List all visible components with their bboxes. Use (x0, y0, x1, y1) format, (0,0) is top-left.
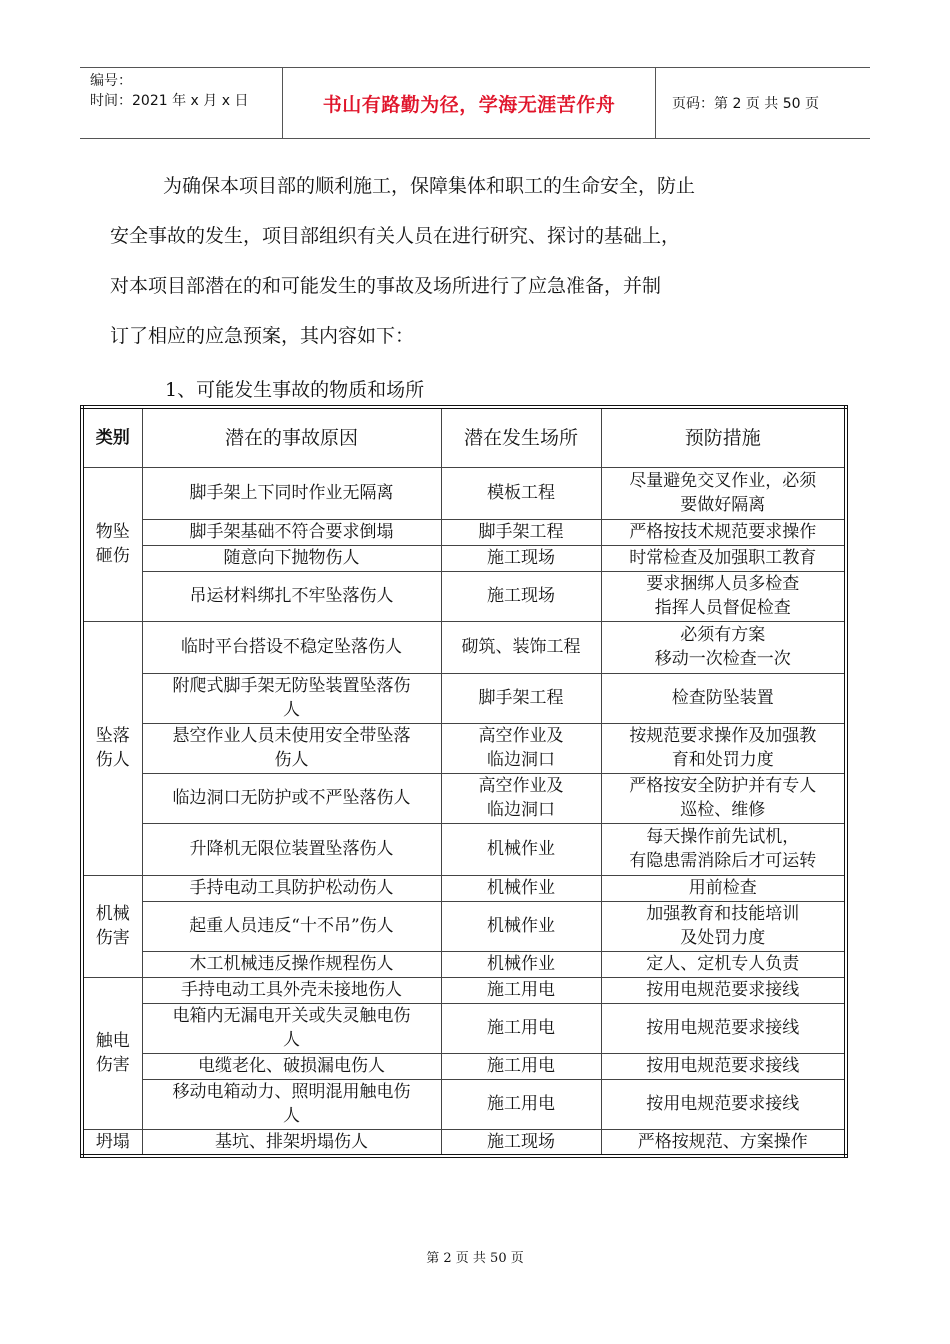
header-page-info (664, 68, 870, 138)
place-cell: 机械作业 (441, 951, 601, 977)
measure-cell: 严格按规范、方案操作 (601, 1129, 846, 1156)
accident-table-wrap (80, 405, 848, 1158)
category-cell: 坠落 伤人 (82, 621, 142, 875)
header-category: 类别 (82, 407, 142, 467)
header-cause: 潜在的事故原因 (142, 407, 441, 467)
header-place: 潜在发生场所 (441, 407, 601, 467)
cause-cell: 脚手架上下同时作业无隔离 (142, 467, 441, 519)
table-row (82, 467, 846, 519)
page-footer: 第 2 页 共 50 页 (426, 1251, 524, 1266)
measure-cell: 按规范要求操作及加强教 育和处罚力度 (601, 723, 846, 773)
cause-cell: 电缆老化、破损漏电伤人 (142, 1053, 441, 1079)
measure-cell: 时常检查及加强职工教育 (601, 545, 846, 571)
cause-cell: 手持电动工具外壳未接地伤人 (142, 977, 441, 1003)
place-cell: 模板工程 (441, 467, 601, 519)
place-cell: 施工用电 (441, 1053, 601, 1079)
table-body (82, 467, 846, 1156)
measure-cell: 按用电规范要求接线 (601, 1053, 846, 1079)
place-cell: 施工现场 (441, 1129, 601, 1156)
table-row (82, 519, 846, 545)
measure-cell: 严格按技术规范要求操作 (601, 519, 846, 545)
table-row (82, 673, 846, 723)
category-cell: 触电 伤害 (82, 977, 142, 1129)
cause-cell: 基坑、排架坍塌伤人 (142, 1129, 441, 1156)
intro-line-3: 对本项目部潜在的和可能发生的事故及场所进行了应急准备，并制 (110, 275, 662, 297)
measure-cell: 要求捆绑人员多检查 指挥人员督促检查 (601, 571, 846, 621)
cause-cell: 吊运材料绑扎不牢坠落伤人 (142, 571, 441, 621)
cause-cell: 脚手架基础不符合要求倒塌 (142, 519, 441, 545)
measure-cell: 按用电规范要求接线 (601, 1079, 846, 1129)
place-cell: 施工现场 (441, 545, 601, 571)
accident-table (80, 405, 848, 1158)
section-title: 1、可能发生事故的物质和场所 (165, 379, 425, 401)
date-label: 时间：2021 年 x 月 x 日 (90, 93, 249, 109)
page-header (80, 67, 870, 139)
cause-cell: 手持电动工具防护松动伤人 (142, 875, 441, 901)
table-row (82, 1129, 846, 1156)
place-cell: 脚手架工程 (441, 519, 601, 545)
table-row (82, 723, 846, 773)
measure-cell: 加强教育和技能培训 及处罚力度 (601, 901, 846, 951)
intro-line-4: 订了相应的应急预案，其内容如下： (110, 325, 415, 347)
measure-cell: 尽量避免交叉作业，必须 要做好隔离 (601, 467, 846, 519)
table-row (82, 1079, 846, 1129)
table-row (82, 1053, 846, 1079)
intro-line-2: 安全事故的发生，项目部组织有关人员在进行研究、探讨的基础上， (110, 225, 681, 247)
header-motto: 书山有路勤为径，学海无涯苦作舟 (282, 68, 656, 138)
place-cell: 高空作业及 临边洞口 (441, 723, 601, 773)
place-cell: 施工现场 (441, 571, 601, 621)
table-row (82, 951, 846, 977)
cause-cell: 起重人员违反“十不吊”伤人 (142, 901, 441, 951)
measure-cell: 用前检查 (601, 875, 846, 901)
cause-cell: 升降机无限位装置坠落伤人 (142, 823, 441, 875)
cause-cell: 随意向下抛物伤人 (142, 545, 441, 571)
header-measure: 预防措施 (601, 407, 846, 467)
place-cell: 高空作业及 临边洞口 (441, 773, 601, 823)
cause-cell: 悬空作业人员未使用安全带坠落 伤人 (142, 723, 441, 773)
cause-cell: 移动电箱动力、照明混用触电伤 人 (142, 1079, 441, 1129)
table-row (82, 621, 846, 673)
measure-cell: 每天操作前先试机， 有隐患需消除后才可运转 (601, 823, 846, 875)
table-row (82, 875, 846, 901)
place-cell: 砌筑、装饰工程 (441, 621, 601, 673)
measure-cell: 按用电规范要求接线 (601, 977, 846, 1003)
page-info-text: 页码：第 2 页 共 50 页 (672, 96, 819, 112)
category-cell: 机械 伤害 (82, 875, 142, 977)
table-row (82, 545, 846, 571)
measure-cell: 检查防坠装置 (601, 673, 846, 723)
category-cell: 坍塌 (82, 1129, 142, 1156)
place-cell: 施工用电 (441, 1003, 601, 1053)
number-label: 编号： (90, 73, 132, 89)
place-cell: 机械作业 (441, 875, 601, 901)
place-cell: 施工用电 (441, 1079, 601, 1129)
header-meta (80, 68, 282, 138)
place-cell: 脚手架工程 (441, 673, 601, 723)
table-row (82, 823, 846, 875)
measure-cell: 定人、定机专人负责 (601, 951, 846, 977)
cause-cell: 木工机械违反操作规程伤人 (142, 951, 441, 977)
category-cell: 物坠 砸伤 (82, 467, 142, 621)
place-cell: 施工用电 (441, 977, 601, 1003)
table-row (82, 571, 846, 621)
table-row (82, 773, 846, 823)
table-header-row (82, 407, 846, 467)
measure-cell: 必须有方案 移动一次检查一次 (601, 621, 846, 673)
cause-cell: 附爬式脚手架无防坠装置坠落伤 人 (142, 673, 441, 723)
place-cell: 机械作业 (441, 823, 601, 875)
place-cell: 机械作业 (441, 901, 601, 951)
table-row (82, 901, 846, 951)
table-row (82, 1003, 846, 1053)
cause-cell: 临时平台搭设不稳定坠落伤人 (142, 621, 441, 673)
cause-cell: 电箱内无漏电开关或失灵触电伤 人 (142, 1003, 441, 1053)
cause-cell: 临边洞口无防护或不严坠落伤人 (142, 773, 441, 823)
measure-cell: 严格按安全防护并有专人 巡检、维修 (601, 773, 846, 823)
intro-line-1: 为确保本项目部的顺利施工，保障集体和职工的生命安全，防止 (163, 175, 696, 197)
table-row (82, 977, 846, 1003)
measure-cell: 按用电规范要求接线 (601, 1003, 846, 1053)
